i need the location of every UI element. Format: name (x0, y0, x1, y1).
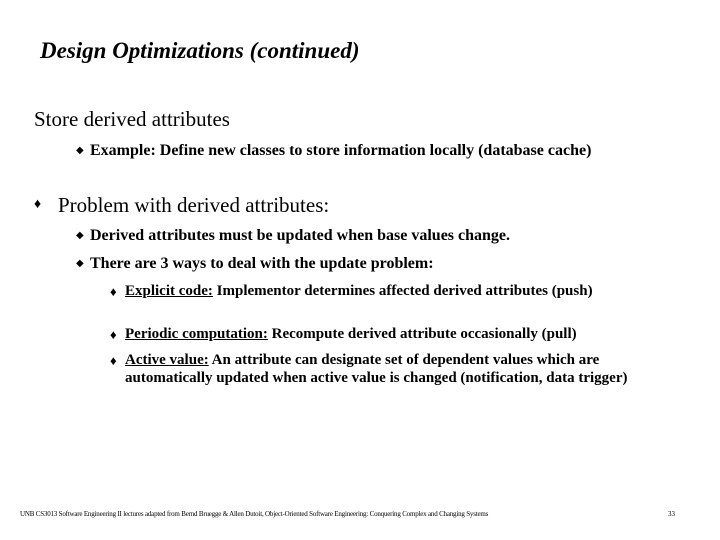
page-number: 33 (668, 510, 675, 518)
bullet-text: There are 3 ways to deal with the update problem: (90, 255, 434, 272)
diamond-bullet-icon: ◆ (76, 258, 84, 269)
term-label: Explicit code: (125, 283, 213, 299)
footer: UNB CS3013 Software Engineering II lectures adapted from Bernd Bruegge & Allen Dutoit, Object-Oriented Software Engineering: Conquering Complex and Changing Systems (20, 510, 489, 518)
bullet-text (125, 351, 680, 387)
slide-title: Design Optimizations (continued) (40, 38, 360, 63)
bullet-text: Problem with derived attributes: (58, 193, 330, 217)
diamond-bullet-icon: ♦ (110, 353, 117, 368)
bullet-text: Store derived attributes (34, 107, 230, 131)
bullet-text: Example: Define new classes to store information locally (database cache) (90, 142, 592, 159)
term-description: An attribute can designate set of dependent values which are automatically updated when active value is changed (notification, data trigger) (125, 352, 628, 386)
term-description: Recompute derived attribute occasionally (pull) (267, 326, 577, 342)
diamond-bullet-icon: ♦ (34, 197, 42, 212)
diamond-bullet-icon: ◆ (76, 230, 84, 241)
diamond-bullet-icon: ◆ (76, 145, 84, 156)
term-label: Periodic computation: (125, 326, 268, 342)
bullet-text (125, 325, 705, 343)
bullet-text: Derived attributes must be updated when base values change. (90, 227, 511, 244)
term-label: Active value: (125, 352, 209, 368)
bullet-text (125, 282, 685, 300)
diamond-bullet-icon: ♦ (110, 327, 117, 342)
term-description: Implementor determines affected derived attributes (push) (212, 283, 593, 299)
diamond-bullet-icon: ♦ (110, 284, 117, 299)
